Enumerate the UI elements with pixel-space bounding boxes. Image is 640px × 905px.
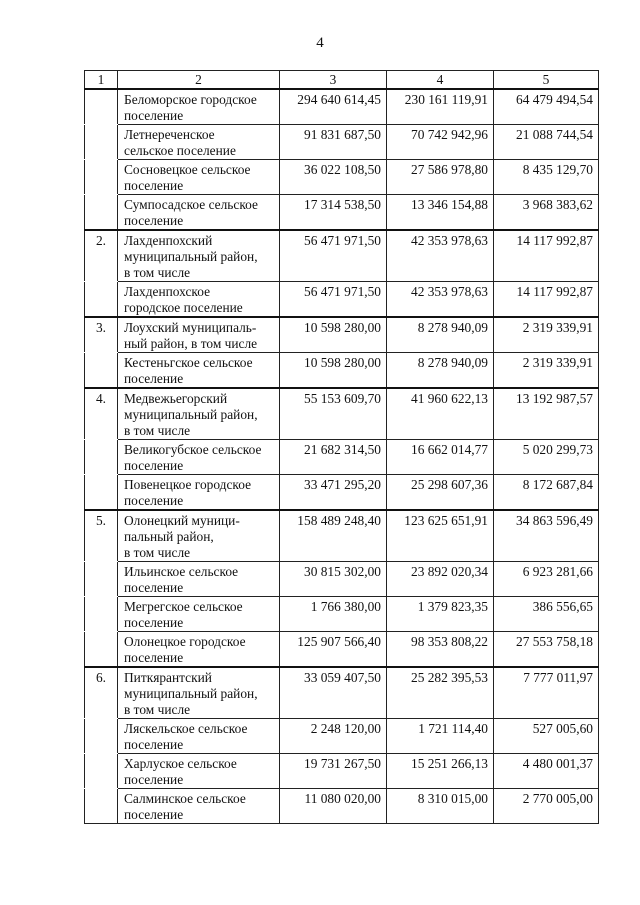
municipality-name-line: поселение — [124, 458, 184, 473]
row-number — [85, 282, 118, 318]
row-number — [85, 562, 118, 597]
amount-col-4: 23 892 020,34 — [387, 562, 494, 597]
municipality-name — [118, 597, 280, 632]
row-number — [85, 719, 118, 754]
table-row — [85, 789, 599, 824]
table-row — [85, 562, 599, 597]
header-col-4: 4 — [387, 71, 494, 90]
table-row — [85, 440, 599, 475]
municipality-name-line: ный район, в том числе — [124, 336, 258, 351]
municipality-name-line: Олонецкое городское — [124, 634, 246, 649]
amount-col-4: 230 161 119,91 — [387, 89, 494, 125]
amount-col-3: 30 815 302,00 — [280, 562, 387, 597]
municipality-name-line: Сумпосадское сельское — [124, 197, 258, 212]
municipality-name — [118, 562, 280, 597]
municipality-name — [118, 195, 280, 231]
amount-col-3: 55 153 609,70 — [280, 388, 387, 440]
municipality-name — [118, 667, 280, 719]
municipality-name-line: сельское поселение — [124, 143, 236, 158]
amount-col-4: 42 353 978,63 — [387, 230, 494, 282]
municipality-name-line: Мегрегское сельское — [124, 599, 243, 614]
table-row — [85, 719, 599, 754]
amount-col-5: 14 117 992,87 — [494, 282, 599, 318]
municipality-name-line: Кестеньгское сельское — [124, 355, 253, 370]
municipality-name-line: поселение — [124, 178, 184, 193]
row-number — [85, 89, 118, 125]
municipality-name-line: Великогубское сельское — [124, 442, 262, 457]
budget-table — [84, 70, 599, 824]
municipality-name-line: муниципальный район, — [124, 249, 258, 264]
municipality-name-line: поселение — [124, 737, 184, 752]
municipality-name — [118, 475, 280, 511]
municipality-name-line: поселение — [124, 580, 184, 595]
amount-col-3: 11 080 020,00 — [280, 789, 387, 824]
municipality-name-line: Повенецкое городское — [124, 477, 252, 492]
row-number — [85, 195, 118, 231]
table-row — [85, 125, 599, 160]
municipality-name — [118, 230, 280, 282]
amount-col-5: 27 553 758,18 — [494, 632, 599, 668]
municipality-name-line: Ляскельское сельское — [124, 721, 248, 736]
amount-col-5: 64 479 494,54 — [494, 89, 599, 125]
row-number — [85, 597, 118, 632]
municipality-name-line: Медвежьегорский — [124, 391, 228, 406]
municipality-name-line: поселение — [124, 772, 184, 787]
row-number: 2. — [85, 230, 118, 282]
municipality-name — [118, 789, 280, 824]
budget-table-body — [85, 71, 599, 824]
amount-col-5: 527 005,60 — [494, 719, 599, 754]
table-row — [85, 632, 599, 668]
amount-col-4: 1 379 823,35 — [387, 597, 494, 632]
amount-col-4: 15 251 266,13 — [387, 754, 494, 789]
amount-col-5: 2 770 005,00 — [494, 789, 599, 824]
table-header-row — [85, 71, 599, 90]
amount-col-3: 91 831 687,50 — [280, 125, 387, 160]
amount-col-5: 3 968 383,62 — [494, 195, 599, 231]
row-number — [85, 789, 118, 824]
amount-col-3: 21 682 314,50 — [280, 440, 387, 475]
page-number: 4 — [316, 35, 324, 51]
amount-col-3: 56 471 971,50 — [280, 282, 387, 318]
header-col-3: 3 — [280, 71, 387, 90]
municipality-name — [118, 719, 280, 754]
amount-col-3: 294 640 614,45 — [280, 89, 387, 125]
amount-col-5: 7 777 011,97 — [494, 667, 599, 719]
amount-col-5: 6 923 281,66 — [494, 562, 599, 597]
municipality-name — [118, 282, 280, 318]
amount-col-5: 5 020 299,73 — [494, 440, 599, 475]
amount-col-4: 1 721 114,40 — [387, 719, 494, 754]
municipality-name-line: в том числе — [124, 702, 191, 717]
header-col-2: 2 — [118, 71, 280, 90]
municipality-name-line: Олонецкий муници- — [124, 513, 240, 528]
amount-col-5: 8 172 687,84 — [494, 475, 599, 511]
amount-col-3: 19 731 267,50 — [280, 754, 387, 789]
municipality-name — [118, 160, 280, 195]
municipality-name-line: в том числе — [124, 545, 191, 560]
municipality-name-line: Питкярантский — [124, 670, 212, 685]
municipality-name-line: Харлуское сельское — [124, 756, 237, 771]
amount-col-4: 25 282 395,53 — [387, 667, 494, 719]
row-number — [85, 125, 118, 160]
header-col-1: 1 — [85, 71, 118, 90]
municipality-name — [118, 754, 280, 789]
municipality-name-line: в том числе — [124, 423, 191, 438]
municipality-name-line: муниципальный район, — [124, 407, 258, 422]
amount-col-4: 13 346 154,88 — [387, 195, 494, 231]
amount-col-4: 70 742 942,96 — [387, 125, 494, 160]
amount-col-5: 2 319 339,91 — [494, 317, 599, 353]
amount-col-4: 25 298 607,36 — [387, 475, 494, 511]
table-row — [85, 667, 599, 719]
row-number — [85, 160, 118, 195]
amount-col-3: 33 059 407,50 — [280, 667, 387, 719]
row-number: 4. — [85, 388, 118, 440]
table-row — [85, 353, 599, 389]
municipality-name — [118, 510, 280, 562]
header-col-5: 5 — [494, 71, 599, 90]
amount-col-3: 56 471 971,50 — [280, 230, 387, 282]
amount-col-3: 10 598 280,00 — [280, 317, 387, 353]
amount-col-3: 125 907 566,40 — [280, 632, 387, 668]
municipality-name-line: Лахденпохское — [124, 284, 211, 299]
amount-col-4: 8 278 940,09 — [387, 317, 494, 353]
amount-col-4: 27 586 978,80 — [387, 160, 494, 195]
municipality-name — [118, 317, 280, 353]
municipality-name — [118, 89, 280, 125]
amount-col-5: 13 192 987,57 — [494, 388, 599, 440]
table-row — [85, 230, 599, 282]
amount-col-5: 8 435 129,70 — [494, 160, 599, 195]
municipality-name — [118, 388, 280, 440]
amount-col-3: 158 489 248,40 — [280, 510, 387, 562]
table-row — [85, 475, 599, 511]
table-row — [85, 388, 599, 440]
municipality-name-line: городское поселение — [124, 300, 243, 315]
municipality-name-line: Летнереченское — [124, 127, 215, 142]
municipality-name-line: поселение — [124, 807, 184, 822]
table-row — [85, 597, 599, 632]
municipality-name-line: поселение — [124, 371, 184, 386]
amount-col-4: 98 353 808,22 — [387, 632, 494, 668]
amount-col-5: 21 088 744,54 — [494, 125, 599, 160]
municipality-name — [118, 353, 280, 389]
amount-col-5: 2 319 339,91 — [494, 353, 599, 389]
row-number — [85, 632, 118, 668]
municipality-name — [118, 125, 280, 160]
amount-col-3: 36 022 108,50 — [280, 160, 387, 195]
amount-col-5: 34 863 596,49 — [494, 510, 599, 562]
municipality-name-line: муниципальный район, — [124, 686, 258, 701]
municipality-name-line: поселение — [124, 650, 184, 665]
amount-col-3: 10 598 280,00 — [280, 353, 387, 389]
row-number: 5. — [85, 510, 118, 562]
municipality-name-line: Лоухский муниципаль- — [124, 320, 257, 335]
amount-col-3: 17 314 538,50 — [280, 195, 387, 231]
municipality-name — [118, 632, 280, 668]
municipality-name-line: в том числе — [124, 265, 191, 280]
table-row — [85, 160, 599, 195]
municipality-name-line: поселение — [124, 493, 184, 508]
table-row — [85, 754, 599, 789]
amount-col-5: 386 556,65 — [494, 597, 599, 632]
row-number — [85, 475, 118, 511]
municipality-name-line: Лахденпохский — [124, 233, 213, 248]
amount-col-4: 123 625 651,91 — [387, 510, 494, 562]
amount-col-3: 1 766 380,00 — [280, 597, 387, 632]
table-row — [85, 89, 599, 125]
municipality-name-line: Ильинское сельское — [124, 564, 239, 579]
row-number: 3. — [85, 317, 118, 353]
amount-col-4: 8 278 940,09 — [387, 353, 494, 389]
row-number — [85, 754, 118, 789]
municipality-name-line: поселение — [124, 615, 184, 630]
municipality-name-line: пальный район, — [124, 529, 214, 544]
amount-col-4: 8 310 015,00 — [387, 789, 494, 824]
municipality-name-line: поселение — [124, 213, 184, 228]
amount-col-5: 4 480 001,37 — [494, 754, 599, 789]
amount-col-4: 42 353 978,63 — [387, 282, 494, 318]
row-number — [85, 353, 118, 389]
municipality-name-line: Салминское сельское — [124, 791, 246, 806]
municipality-name — [118, 440, 280, 475]
amount-col-5: 14 117 992,87 — [494, 230, 599, 282]
amount-col-3: 33 471 295,20 — [280, 475, 387, 511]
table-row — [85, 510, 599, 562]
row-number: 6. — [85, 667, 118, 719]
amount-col-4: 16 662 014,77 — [387, 440, 494, 475]
municipality-name-line: Сосновецкое сельское — [124, 162, 251, 177]
table-row — [85, 282, 599, 318]
amount-col-4: 41 960 622,13 — [387, 388, 494, 440]
municipality-name-line: Беломорское городское — [124, 92, 257, 107]
table-row — [85, 317, 599, 353]
municipality-name-line: поселение — [124, 108, 184, 123]
amount-col-3: 2 248 120,00 — [280, 719, 387, 754]
table-row — [85, 195, 599, 231]
row-number — [85, 440, 118, 475]
